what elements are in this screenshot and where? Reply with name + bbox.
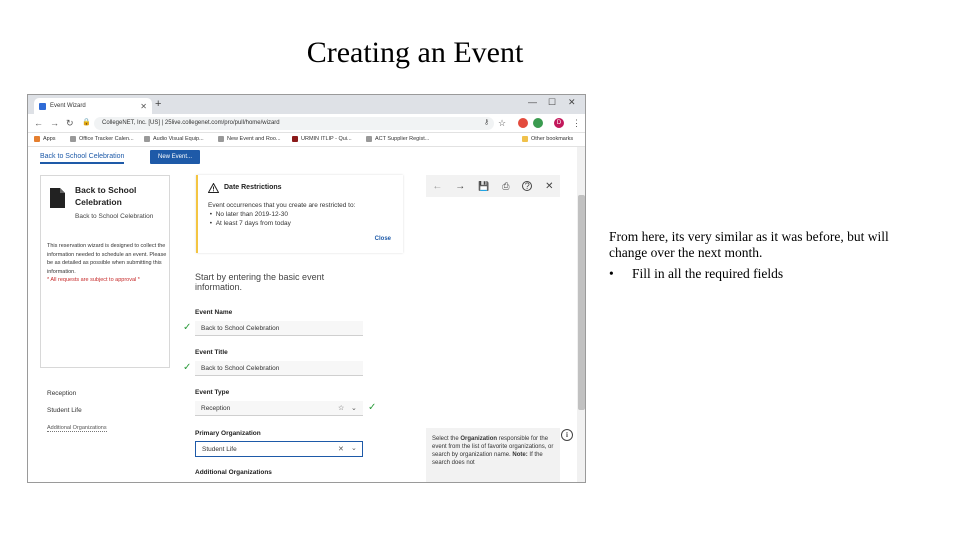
forward-arrow-icon[interactable]: → — [50, 118, 59, 128]
close-window-icon[interactable]: ✕ — [568, 97, 576, 107]
help-icon[interactable]: ? — [522, 181, 532, 191]
favorite-star-icon[interactable]: ☆ — [338, 405, 345, 412]
primary-organization-select[interactable]: Student Life — [195, 441, 363, 457]
valid-check-icon: ✓ — [368, 402, 377, 413]
info-icon[interactable]: i — [561, 429, 573, 441]
card-organization: Student Life — [47, 407, 82, 414]
slide-notes: From here, its very similar as it was before, but will change over the next month. — [609, 229, 889, 260]
close-restrictions-button[interactable]: Close — [374, 236, 391, 242]
card-title: Back to School Celebration — [75, 185, 137, 207]
close-tab-icon[interactable]: ✕ — [140, 101, 147, 111]
folder-icon — [522, 136, 528, 142]
event-type-label: Event Type — [195, 389, 230, 396]
tab-bar — [28, 95, 585, 114]
maximize-icon[interactable]: ☐ — [548, 97, 557, 107]
event-title-input[interactable]: Back to School Celebration — [195, 361, 363, 376]
event-name-label: Event Name — [195, 309, 233, 316]
card-description: This reservation wizard is designed to collect the information needed to schedule an event. Please be as detailed as possible when submitting this information. * All requests are subject to approval * — [47, 243, 167, 283]
restriction-rule: • No later than 2019-12-30 — [208, 211, 288, 218]
event-name-input[interactable]: Back to School Celebration — [195, 321, 363, 336]
date-restrictions-panel — [196, 175, 403, 253]
event-title-label: Event Title — [195, 349, 228, 356]
valid-check-icon: ✓ — [183, 362, 192, 373]
primary-organization-label: Primary Organization — [195, 430, 261, 437]
bookmarks-bar — [28, 133, 585, 147]
apps-grid-icon — [34, 136, 40, 142]
event-type-select[interactable]: Reception — [195, 401, 363, 416]
forward-arrow-icon[interactable]: → — [455, 180, 466, 192]
restrictions-title: Date Restrictions — [224, 184, 282, 191]
clear-icon[interactable]: ✕ — [338, 446, 344, 453]
browser-screenshot — [27, 94, 586, 483]
new-tab-icon[interactable]: + — [155, 98, 162, 110]
bookmark-item[interactable]: URMIN ITLIP - Qui... — [292, 136, 352, 142]
save-icon[interactable]: 💾 — [478, 180, 490, 191]
key-icon[interactable]: ⚷ — [484, 119, 490, 126]
warning-icon — [208, 183, 219, 193]
bookmark-item[interactable]: Audio Visual Equip... — [144, 136, 204, 142]
scrollbar-thumb[interactable] — [578, 195, 585, 410]
document-icon — [49, 187, 66, 209]
wizard-favicon-icon — [39, 103, 46, 110]
card-event-type: Reception — [47, 390, 77, 397]
bookmark-item[interactable]: New Event and Roo... — [218, 136, 281, 142]
bullet-icon: • — [609, 266, 614, 281]
print-icon[interactable]: ⎙ — [502, 180, 510, 191]
card-subtitle: Back to School Celebration — [75, 213, 154, 220]
other-bookmarks[interactable]: Other bookmarks — [522, 136, 573, 142]
form-intro: Start by entering the basic event information. — [195, 272, 325, 292]
chevron-down-icon[interactable]: ⌄ — [351, 405, 357, 412]
slide-title: Creating an Event — [306, 36, 524, 69]
breadcrumb-event[interactable]: Back to School Celebration — [40, 153, 124, 164]
help-panel: Select the Organization responsible for the event from the list of favorite organizations, or search by organization name. Note: If the search does not — [426, 428, 560, 483]
bookmark-icon — [144, 136, 150, 142]
wizard-toolbar — [426, 175, 560, 197]
restriction-rule: • At least 7 days from today — [208, 220, 291, 227]
minimize-icon[interactable]: — — [528, 97, 537, 107]
bookmark-icon — [70, 136, 76, 142]
bookmark-apps[interactable]: Apps — [34, 136, 56, 142]
extension-icon[interactable] — [533, 118, 543, 128]
menu-icon[interactable]: ⋮ — [572, 118, 581, 128]
close-wizard-icon[interactable]: ✕ — [545, 180, 554, 192]
bookmark-item[interactable]: ACT Supplier Regist... — [366, 136, 429, 142]
lock-icon: 🔒 — [82, 119, 91, 126]
back-arrow-icon[interactable]: ← — [432, 180, 443, 192]
url-field[interactable]: CollegeNET, Inc. [US] | 25live.collegenet.com/pro/pull/home/wizard — [94, 117, 494, 130]
chevron-down-icon[interactable]: ⌄ — [351, 445, 357, 452]
bookmark-icon — [366, 136, 372, 142]
bookmark-icon — [292, 136, 298, 142]
approval-note: * All requests are subject to approval * — [47, 277, 140, 283]
tab-title: Event Wizard — [50, 103, 86, 109]
event-summary-card — [40, 175, 170, 431]
valid-check-icon: ✓ — [183, 322, 192, 333]
bookmark-icon — [218, 136, 224, 142]
additional-organizations-label: Additional Organizations — [195, 469, 272, 476]
browser-tab[interactable] — [34, 98, 152, 114]
reload-icon[interactable]: ↻ — [66, 118, 74, 128]
address-bar — [28, 114, 585, 133]
additional-organizations-link[interactable]: Additional Organizations — [47, 425, 107, 431]
new-event-button[interactable]: New Event... — [150, 150, 200, 164]
profile-avatar[interactable]: D — [554, 118, 564, 128]
bookmark-item[interactable]: Office Tracker Calen... — [70, 136, 134, 142]
extension-icon[interactable] — [518, 118, 528, 128]
slide-bullet: • Fill in all the required fields — [609, 266, 784, 281]
star-icon[interactable]: ☆ — [498, 118, 507, 128]
back-arrow-icon[interactable]: ← — [34, 118, 43, 128]
restrictions-body: Event occurrences that you create are restricted to: • No later than 2019-12-30 • At least 7 days from today — [208, 201, 398, 228]
